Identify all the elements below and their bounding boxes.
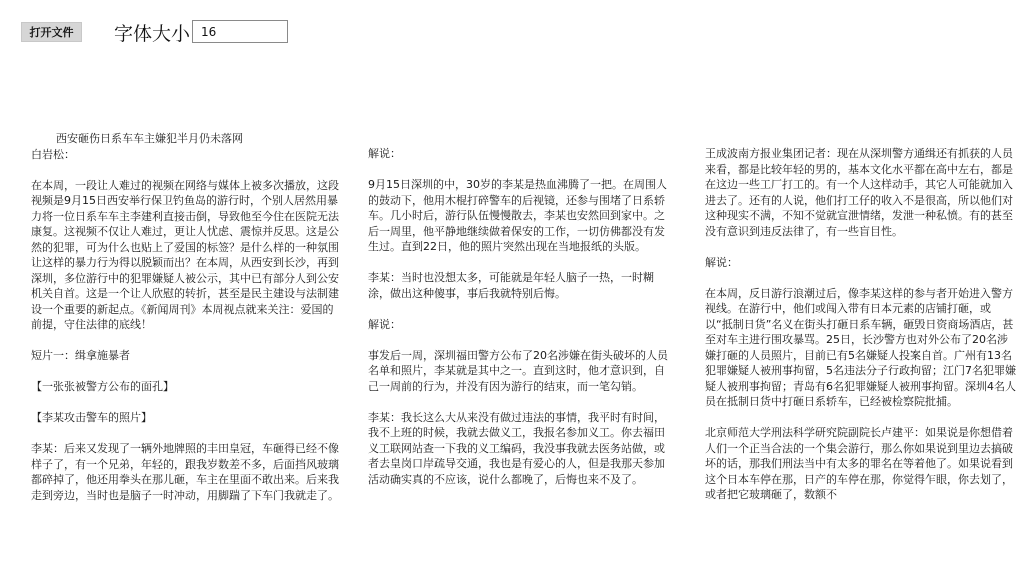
article-column-2 xyxy=(368,146,668,503)
open-file-button[interactable]: 打开文件 xyxy=(21,22,82,42)
paragraph: 王成波南方报业集团记者：现在从深圳警方通缉还有抓获的人员来看，都是比较年轻的男的，基本文化水平都在高中左右，都是在这边一些工厂打工的。有一个人这样动手，其它人可能就加入进去了。还有的人说，他们打工仔的收入不是很高，所以他们对这种现实不满，不知不觉就宣泄情绪，发泄一种私愤。有的甚至没有意识到违反法律了，有一些盲目性。 xyxy=(705,147,1013,238)
paragraph: 李某：后来又发现了一辆外地牌照的丰田皇冠，车砸得已经不像样子了，有一个兄弟，年轻的，跟我岁数差不多，后面挡风玻璃都碎掉了，他还用拳头在那儿砸，车主在里面不敢出来。后来我走到旁边，当时也是脑子一时冲动，用脚踹了下车门我就走了。 xyxy=(31,442,339,502)
paragraph: 在本周，一段让人难过的视频在网络与媒体上被多次播放，这段视频是9月15日西安举行保卫钓鱼岛的游行时，个别人居然用暴力将一位日系车车主李建利直接击倒，导致他至今住在医院无法康复。这视频不仅让人难过，更让人忧虑、震惊并反思。这是公然的犯罪，可为什么也贴上了爱国的标签？是什么样的一种氛围让这样的暴力行为得以脱颖而出？在本周，从西安到长沙，再到深圳，多位游行中的犯罪嫌疑人被公示，其中已有部分人到公安机关自首。这是一个让人欣慰的转折，甚至是民主建设与法制建设一个重要的新起点。《新闻周刊》本周视点就来关注：爱国的前提，守住法律的底线！ xyxy=(31,178,339,331)
narration-label: 解说： xyxy=(705,255,738,269)
narration-label: 解说： xyxy=(368,147,401,160)
speaker-line: 白岩松： xyxy=(31,147,75,161)
caption: 【李某攻击警车的照片】 xyxy=(31,411,152,424)
section-heading: 短片一：缉拿施暴者 xyxy=(31,349,130,362)
caption: 【一张张被警方公布的面孔】 xyxy=(31,380,174,393)
paragraph: 在本周，反日游行浪潮过后，像李某这样的参与者开始进入警方视线。在游行中，他们或闯入带有日本元素的店铺打砸，或以“抵制日货”名义在街头打砸日系车辆，砸毁日资商场酒店，甚至对车主进行围攻暴骂。25日，长沙警方也对外公布了20名涉嫌打砸的人员照片，目前已有5名嫌疑人投案自首。广州有13名犯罪嫌疑人被刑事拘留，5名违法分子行政拘留；江门7名犯罪嫌疑人被刑事拘留；青岛有6名犯罪嫌疑人被刑事拘留。深圳4名人员在抵制日货中打砸日系轿车，已经被检察院批捕。 xyxy=(705,286,1016,408)
article-column-1 xyxy=(31,131,339,519)
paragraph: 北京师范大学刑法科学研究院副院长卢建平：如果说是你想借着人们一个正当合法的一个集会游行，那么你如果说到里边去搞破坏的话，那我们刑法当中有太多的罪名在等着他了。如果说看到这个日本车停在那，日产的车停在那，你觉得乍眼，你去划了，或者把它玻璃砸了，数额不 xyxy=(705,426,1013,501)
paragraph: 事发后一周，深圳福田警方公布了20名涉嫌在街头破坏的人员名单和照片，李某就是其中之一。直到这时，他才意识到，自己一周前的行为，并没有因为游行的结束，而一笔勾销。 xyxy=(368,348,668,393)
paragraph: 9月15日深圳的中，30岁的李某是热血沸腾了一把。在周围人的鼓动下，他用木棍打碎警车的后视镜，还参与围堵了日系轿车。几小时后，游行队伍慢慢散去，李某也安然回到家中。之后一周里，他平静地继续做着保安的工作，一切仿佛都没有发生过。直到22日，他的照片突然出现在当地报纸的头版。 xyxy=(368,178,667,253)
narration-label: 解说： xyxy=(368,317,401,331)
paragraph: 李某：我长这么大从来没有做过违法的事情，我平时有时间，我不上班的时候，我就去做义工，我报名参加义工。你去福田义工联网站查一下我的义工编码，我没事我就去医务站做，或者去皇岗口岸疏导交通，我也是有爱心的人，但是我那天参加活动确实真的不应该，说什么都晚了，后悔也来不及了。 xyxy=(368,410,665,486)
font-size-label: 字体大小 xyxy=(114,23,191,45)
font-size-input[interactable] xyxy=(192,20,288,43)
toolbar xyxy=(0,0,1024,60)
paragraph: 李某：当时也没想太多，可能就是年轻人脑子一热，一时糊涂，做出这种傻事，事后我就特别后悔。 xyxy=(368,271,654,300)
article-column-3 xyxy=(705,146,1017,518)
article-title: 西安砸伤日系车车主嫌犯半月仍未落网 xyxy=(56,132,243,145)
